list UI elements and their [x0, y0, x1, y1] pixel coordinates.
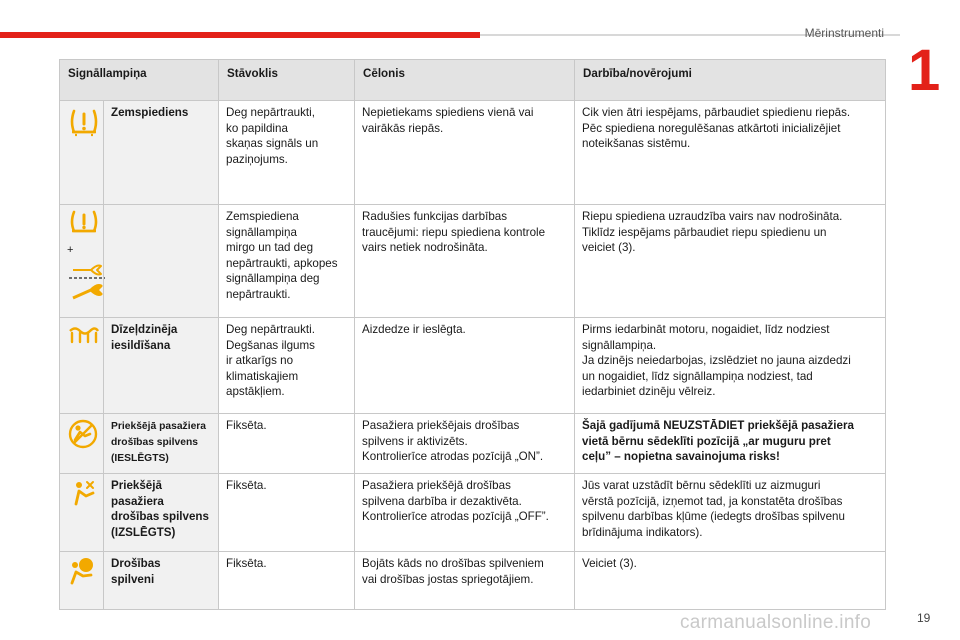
icon-cell — [60, 474, 104, 552]
table-row — [60, 205, 886, 318]
col-header-cause: Cēlonis — [355, 60, 575, 101]
tyre-pressure-icon — [67, 105, 101, 139]
tyre-pressure-icon — [67, 209, 101, 239]
table-header-row — [60, 60, 886, 101]
airbag-off-icon — [67, 478, 99, 510]
plus-sign: + — [67, 243, 74, 256]
icon-cell — [60, 205, 104, 318]
chapter-number: 1 — [908, 38, 941, 103]
action-text: Pirms iedarbināt motoru, nogaidiet, līdz nodziest signāllampiņa. Ja dzinējs neiedarbojas, izslēdziet no jauna aizdedzi un nogaidiet, līdz signāllampiņa nodziest, tad iedarbiniet dzinēju vēlreiz. — [575, 318, 886, 414]
cause-text: Pasažiera priekšējais drošības spilvens ir aktivizēts. Kontrolierīce atrodas pozīcijā „ON”. — [355, 414, 575, 474]
icon-cell — [60, 101, 104, 205]
table-row — [60, 414, 886, 474]
state-text: Deg nepārtraukti. Degšanas ilgums ir atkarīgs no klimatiskajiem apstākļiem. — [219, 318, 355, 414]
action-text: Riepu spiediena uzraudzība vairs nav nodrošināta. Tiklīdz iespējams pārbaudiet riepu spiedienu un veiciet (3). — [575, 205, 886, 318]
cause-text: Nepietiekams spiediens vienā vai vairākās riepās. — [355, 101, 575, 205]
airbag-on-icon — [67, 418, 99, 450]
airbag-icon — [67, 556, 99, 586]
wrench-service-icon — [67, 256, 107, 306]
signal-name: Priekšējā pasažiera drošības spilvens (IZSLĒGTS) — [104, 474, 219, 552]
watermark: carmanualsonline.info — [680, 612, 872, 633]
table-row — [60, 474, 886, 552]
signal-name: Dīzeļdzinēja iesildīšana — [104, 318, 219, 414]
icon-cell — [60, 318, 104, 414]
col-header-signal: Signāllampiņa — [60, 60, 219, 101]
header-red-bar — [0, 32, 480, 38]
state-text: Deg nepārtraukti, ko papildina skaņas signāls un paziņojums. — [219, 101, 355, 205]
icon-cell — [60, 552, 104, 610]
action-text: Veiciet (3). — [575, 552, 886, 610]
signal-name-empty — [104, 205, 219, 318]
state-text: Fiksēta. — [219, 414, 355, 474]
signal-name: Priekšējā pasažiera drošības spilvens (IESLĒGTS) — [104, 414, 219, 474]
cause-text: Radušies funkcijas darbības traucējumi: riepu spiediena kontrole vairs netiek nodrošināta. — [355, 205, 575, 318]
state-text: Fiksēta. — [219, 474, 355, 552]
icon-cell — [60, 414, 104, 474]
cause-text: Aizdedze ir ieslēgta. — [355, 318, 575, 414]
table-row — [60, 101, 886, 205]
state-text: Zemspiediena signāllampiņa mirgo un tad deg nepārtraukti, apkopes signāllampiņa deg nepārtraukti. — [219, 205, 355, 318]
glow-plug-icon — [67, 322, 101, 346]
signal-name: Zemspiediens — [104, 101, 219, 205]
col-header-state: Stāvoklis — [219, 60, 355, 101]
table-row — [60, 552, 886, 610]
cause-text: Bojāts kāds no drošības spilveniem vai drošības jostas spriegotājiem. — [355, 552, 575, 610]
state-text: Fiksēta. — [219, 552, 355, 610]
action-warning-text: Šajā gadījumā NEUZSTĀDIET priekšējā pasažiera vietā bērnu sēdeklīti pozīcijā „ar muguru pret ceļu” – nopietna savainojuma risks! — [575, 414, 886, 474]
cause-text: Pasažiera priekšējā drošības spilvena darbība ir dezaktivēta. Kontrolierīce atrodas pozīcijā „OFF”. — [355, 474, 575, 552]
action-text: Cik vien ātri iespējams, pārbaudiet spiedienu riepās. Pēc spiediena noregulēšanas atkārtoti inicializējiet noteikšanas sistēmu. — [575, 101, 886, 205]
table-row — [60, 318, 886, 414]
warning-lamps-table — [59, 59, 886, 610]
action-text: Jūs varat uzstādīt bērnu sēdeklīti uz aizmuguri vērstā pozīcijā, izņemot tad, ja konstatēta drošības spilvenu darbības kļūme (iedegts drošības spilvenu brīdinājuma indikators). — [575, 474, 886, 552]
signal-name: Drošības spilveni — [104, 552, 219, 610]
col-header-action: Darbība/novērojumi — [575, 60, 886, 101]
section-title: Mērinstrumenti — [804, 26, 884, 40]
page-number: 19 — [917, 611, 931, 625]
